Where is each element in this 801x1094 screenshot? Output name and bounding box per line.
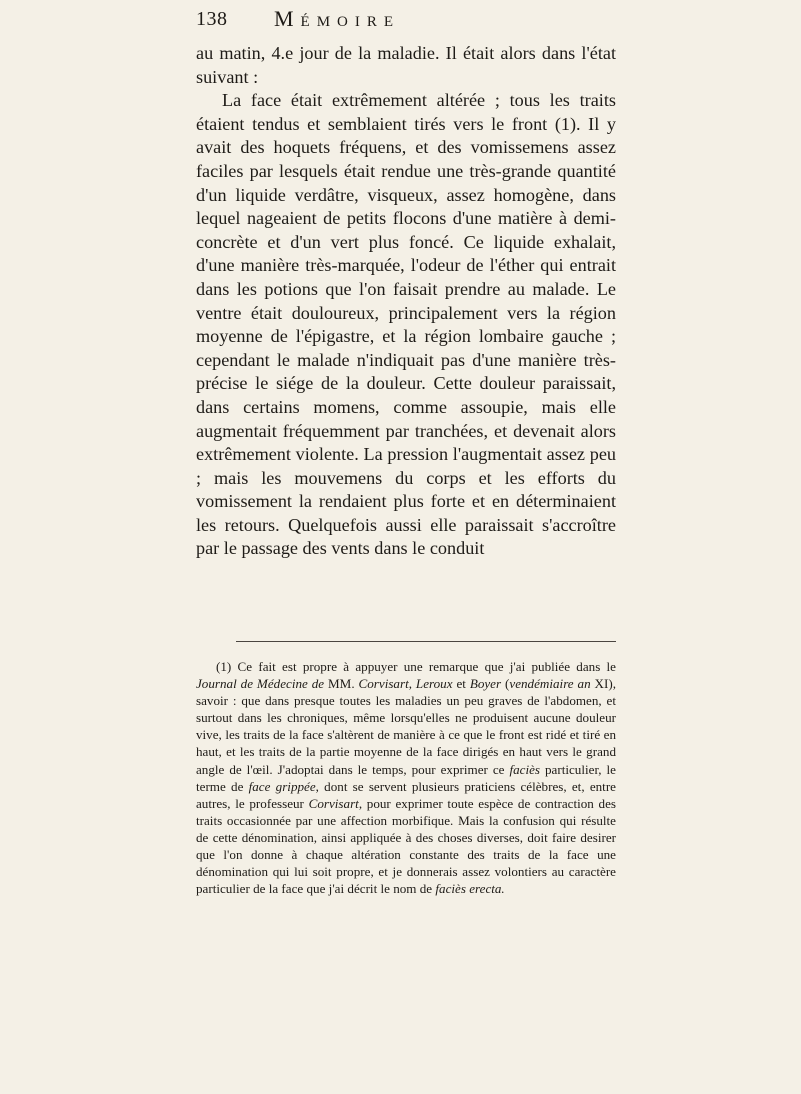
footnote-text: et	[452, 676, 470, 692]
footnote-text: , pour exprimer toute espèce de contraction des traits occasionnée par une affection morbifique. Mais la confusion qui résulte de cette dénomination, ainsi appliquée à des choses diverses, doit faire desirer que l'on donne à chaque altération constante des traits de la face une dénomination qui lui soit propre, et je donnerais assez volontiers au caractère particulier de la face que j'ai décrit le nom de	[196, 795, 616, 897]
footnote	[196, 658, 616, 897]
footnote-separator	[236, 641, 616, 642]
footnote-text: XI), savoir : que dans presque toutes les maladies un peu graves de l'abdomen, et surtout dans les chroniques, même lorsqu'elles ne produisent aucune douleur vive, les traits de la face s'altèrent de manière à ce que le front est ridé et tiré en haut, et les traits de la partie moyenne de la face dirigés en haut vers le grand angle de l'œil. J'adoptai dans le temps, pour exprimer ce	[196, 676, 617, 777]
footnote-term: faciès erecta.	[435, 881, 505, 897]
footnote-term: face grippée	[248, 778, 316, 794]
footnote-term: faciès	[509, 761, 541, 777]
footnote-text: (	[501, 676, 510, 692]
footnote-text: , dont se servent plusieurs praticiens célèbres, et, entre autres, le professeur	[196, 778, 616, 811]
main-text	[196, 42, 616, 561]
page-number: 138	[196, 8, 228, 30]
footnote-text: MM.	[324, 676, 359, 692]
footnote-text: particulier, le terme de	[196, 761, 616, 794]
paragraph-symptoms: La face était extrêmement altérée ; tous les traits étaient tendus et semblaient tirés vers le front (1). Il y avait des hoquets fréquens, et des vomissemens assez faciles par lesquels était rendue une très-grande quantité d'un liquide verdâtre, visqueux, assez homogène, dans lequel nageaient de petits flocons d'une matière à demi-concrète et d'un vert plus foncé. Ce liquide exhalait, d'une manière très-marquée, l'odeur de l'éther qui entrait dans les potions que l'on faisait prendre au malade. Le ventre était douloureux, principalement vers la région moyenne de l'épigastre, et la région lombaire gauche ; cependant le malade n'indiquait pas d'une manière très-précise le siége de la douleur. Cette douleur paraissait, dans certains momens, comme assoupie, mais elle augmentait fréquemment par tranchées, et devenait alors extrêmement violente. La pression l'augmentait assez peu ; mais les mouvemens du corps et les efforts du vomissement la rendaient plus forte et en déterminaient les retours. Quelquefois aussi elle paraissait s'accroître par le passage des vents dans le conduit	[196, 90, 616, 559]
footnote-author-name: Corvisart	[308, 795, 359, 811]
page-header	[196, 8, 616, 32]
footnote-date: vendémiaire an	[509, 676, 591, 692]
footnote-author-name: Boyer	[469, 676, 502, 692]
paragraph-continuation: au matin, 4.e jour de la maladie. Il était alors dans l'état suivant :	[196, 43, 616, 87]
footnote-author-name: Corvisart	[358, 676, 409, 692]
footnote-author-name: Leroux	[415, 676, 453, 692]
footnote-text: ,	[408, 676, 416, 692]
footnote-text: (1) Ce fait est propre à appuyer une remarque que j'ai publiée dans le	[216, 659, 616, 674]
running-head: Mémoire	[274, 6, 401, 31]
footnote-journal-title: Journal de Médecine de	[196, 676, 325, 692]
